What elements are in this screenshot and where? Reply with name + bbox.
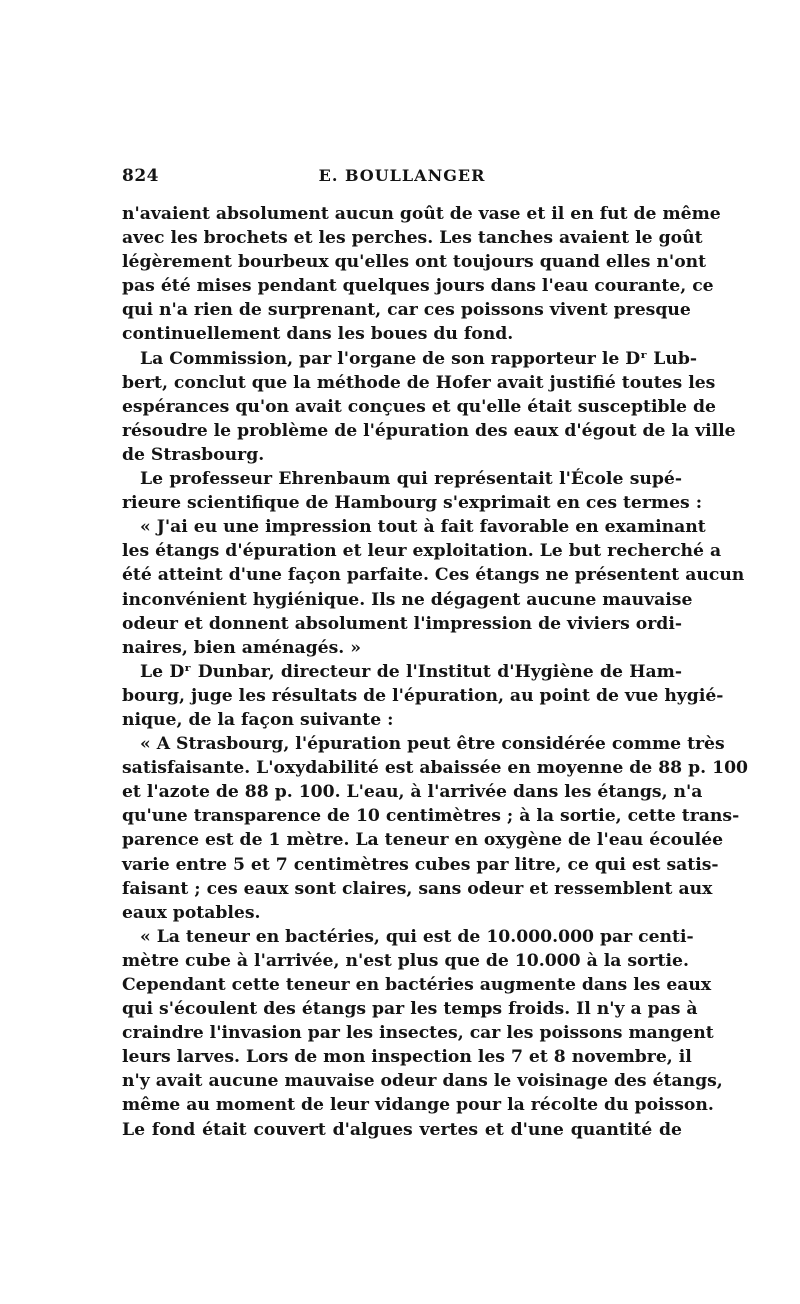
text-line: « A Strasbourg, l'épuration peut être considérée comme très [140,734,725,755]
text-line: « La teneur en bactéries, qui est de 10.000.000 par centi- [140,926,694,947]
text-line: La Commission, par l'organe de son rapporteur le Dʳ Lub- [140,348,698,369]
text-line: leurs larves. Lors de mon inspection les 7 et 8 novembre, il [122,1047,692,1068]
text-line: qu'une transparence de 10 centimètres ; à la sortie, cette trans- [122,806,740,827]
text-line: craindre l'invasion par les insectes, car les poissons mangent [122,1023,714,1044]
text-line: même au moment de leur vidange pour la récolte du poisson. [122,1095,714,1116]
text-line: faisant ; ces eaux sont claires, sans odeur et ressemblent aux [122,878,713,899]
text-line: eaux potables. [122,902,261,923]
text-line: et l'azote de 88 p. 100. L'eau, à l'arrivée dans les étangs, n'a [122,782,703,803]
text-line: Cependant cette teneur en bactéries augmente dans les eaux [122,975,712,995]
text-line: inconvénient hygiénique. Ils ne dégagent aucune mauvaise [122,589,693,610]
text-line: Le Dʳ Dunbar, directeur de l'Institut d'Hygiène de Ham- [140,661,682,682]
text-line: naires, bien aménagés. » [122,637,361,658]
text-line: légèrement bourbeux qu'elles ont toujours quand elles n'ont [122,252,707,273]
text-line: résoudre le problème de l'épuration des eaux d'égout de la ville [122,420,736,441]
text-line: été atteint d'une façon parfaite. Ces étangs ne présentent aucun [122,565,745,586]
text-line: avec les brochets et les perches. Les tanches avaient le goût [122,228,703,249]
text-line: parence est de 1 mètre. La teneur en oxygène de l'eau écoulée [122,830,724,851]
text-line: continuellement dans les boues du fond. [122,324,514,345]
text-line: n'y avait aucune mauvaise odeur dans le voisinage des étangs, [122,1071,723,1092]
text-line: odeur et donnent absolument l'impression de viviers ordi- [122,613,682,634]
text-line: « J'ai eu une impression tout à fait favorable en examinant [140,517,706,538]
text-line: nique, de la façon suivante : [122,709,394,730]
text-line: qui s'écoulent des étangs par les temps froids. Il n'y a pas à [122,999,698,1020]
text-line: satisfaisante. L'oxydabilité est abaissée en moyenne de 88 p. 100 [122,758,748,779]
text-line: qui n'a rien de surprenant, car ces poissons vivent presque [122,300,691,321]
text-line: Le fond était couvert d'algues vertes et d'une quantité de [122,1119,682,1140]
text-line: mètre cube à l'arrivée, n'est plus que de 10.000 à la sortie. [122,950,689,971]
text-line: bourg, juge les résultats de l'épuration, au point de vue hygié- [122,685,724,706]
text-line: varie entre 5 et 7 centimètres cubes par litre, ce qui est satis- [122,854,719,875]
running-header [122,164,682,188]
running-title: E. BOULLANGER [318,166,486,185]
body-text [122,202,748,1142]
text-line: bert, conclut que la méthode de Hofer avait justifié toutes les [122,372,716,393]
text-line: pas été mises pendant quelques jours dans l'eau courante, ce [122,276,714,297]
text-line: espérances qu'on avait conçues et qu'elle était susceptible de [122,396,716,417]
text-line: Le professeur Ehrenbaum qui représentait l'École supé- [140,469,682,490]
text-line: n'avaient absolument aucun goût de vase et il en fut de même [122,204,721,224]
page-number: 824 [122,166,159,186]
text-line: de Strasbourg. [122,444,265,465]
text-line: rieure scientifique de Hambourg s'exprimait en ces termes : [122,493,703,514]
text-line: les étangs d'épuration et leur exploitation. Le but recherché a [122,541,722,562]
